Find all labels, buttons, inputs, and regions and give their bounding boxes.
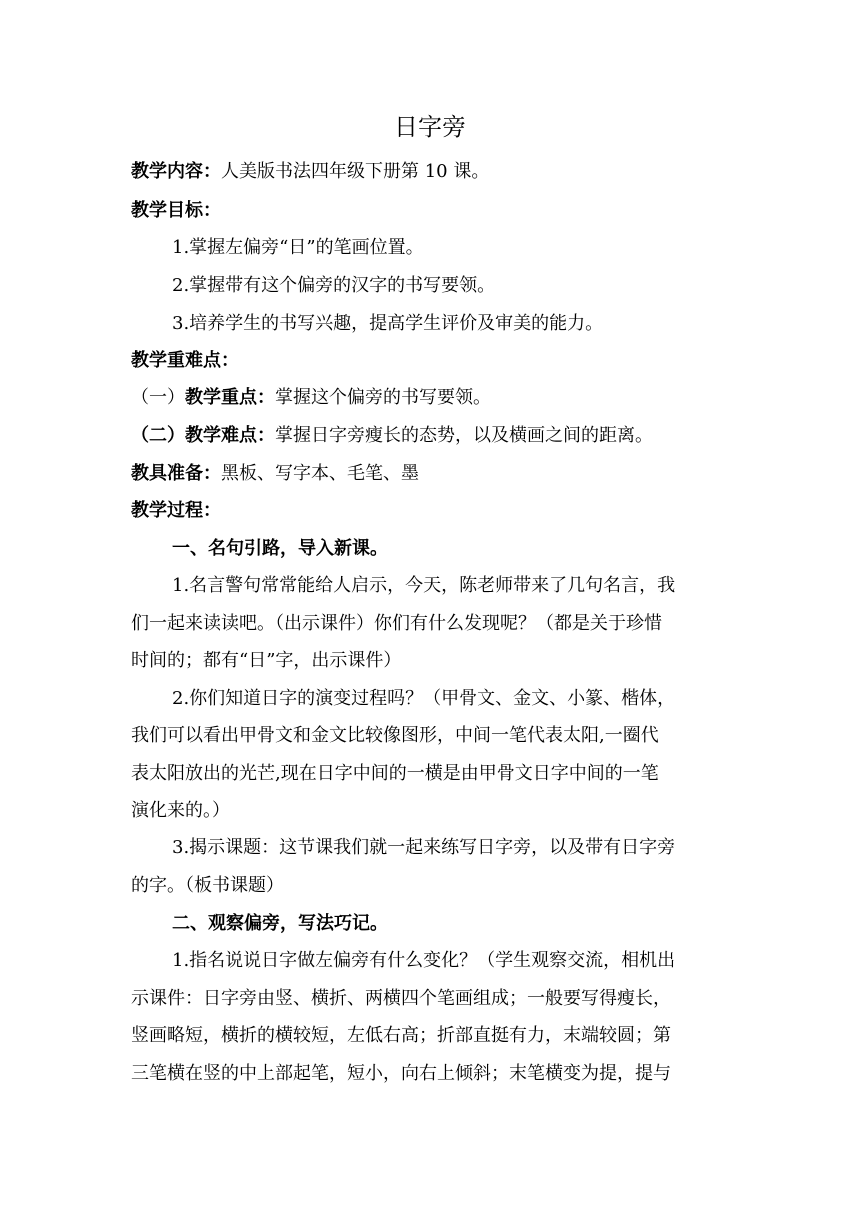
focus-line — [131, 384, 731, 412]
difficulty-text: 掌握日字旁瘦长的态势，以及横画之间的距离。 — [275, 425, 653, 446]
focus-label: 教学重点： — [185, 387, 275, 408]
content-label: 教学内容： — [131, 161, 221, 182]
page-title: 日字旁 — [394, 113, 466, 141]
paragraph-line: 示课件：日字旁由竖、横折、两横四个笔画组成；一般要写得瘦长， — [131, 988, 671, 1009]
paragraph-line: 们一起来读读吧。（出示课件）你们有什么发现呢？（都是关于珍惜 — [131, 613, 662, 634]
difficulty-prefix: （二） — [131, 425, 185, 446]
difficulty-line — [131, 422, 731, 450]
process-label: 教学过程： — [131, 500, 221, 521]
paragraph-line: 表太阳放出的光芒,现在日字中间的一横是由甲骨文日字中间的一笔 — [131, 763, 659, 784]
section2-heading: 二、观察偏旁，写法巧记。 — [172, 913, 388, 934]
paragraph-line: 竖画略短，横折的横较短，左低右高；折部直挺有力，末端较圆；第 — [131, 1025, 671, 1046]
paragraph-line: 的字。（板书课题） — [131, 875, 284, 896]
goal-item: 1.掌握左偏旁“日”的笔画位置。 — [172, 237, 424, 258]
goal-item: 2.掌握带有这个偏旁的汉字的书写要领。 — [172, 275, 496, 296]
materials-label: 教具准备： — [131, 463, 221, 484]
paragraph-line: 1.名言警句常常能给人启示，今天，陈老师带来了几句名言，我 — [172, 575, 676, 596]
paragraph-line: 1.指名说说日字做左偏旁有什么变化？（学生观察交流，相机出 — [172, 950, 676, 971]
focus-prefix: （一） — [131, 387, 185, 408]
paragraph-line: 2.你们知道日字的演变过程吗？（甲骨文、金文、小篆、楷体， — [172, 688, 676, 709]
key-points-label: 教学重难点： — [131, 350, 239, 371]
process-heading — [131, 497, 731, 525]
section1-heading: 一、名句引路，导入新课。 — [172, 538, 388, 559]
paragraph-line: 我们可以看出甲骨文和金文比较像图形，中间一笔代表太阳,一圈代 — [131, 725, 659, 746]
paragraph-line: 时间的；都有“日”字，出示课件） — [131, 650, 402, 671]
goal-item: 3.培养学生的书写兴趣，提高学生评价及审美的能力。 — [172, 313, 604, 334]
materials-line — [131, 460, 731, 488]
goals-label: 教学目标： — [131, 200, 221, 221]
key-points-heading — [131, 347, 731, 375]
content-line — [131, 158, 731, 186]
paragraph-line: 三笔横在竖的中上部起笔，短小，向右上倾斜；末笔横变为提，提与 — [131, 1063, 671, 1084]
paragraph-line: 3.揭示课题：这节课我们就一起来练写日字旁，以及带有日字旁 — [172, 837, 676, 858]
goals-heading — [131, 197, 731, 225]
difficulty-label: 教学难点： — [185, 425, 275, 446]
paragraph-line: 演化来的。） — [131, 800, 230, 821]
content-text: 人美版书法四年级下册第 10 课。 — [221, 161, 490, 182]
focus-text: 掌握这个偏旁的书写要领。 — [275, 387, 491, 408]
materials-text: 黑板、写字本、毛笔、墨 — [221, 463, 419, 484]
